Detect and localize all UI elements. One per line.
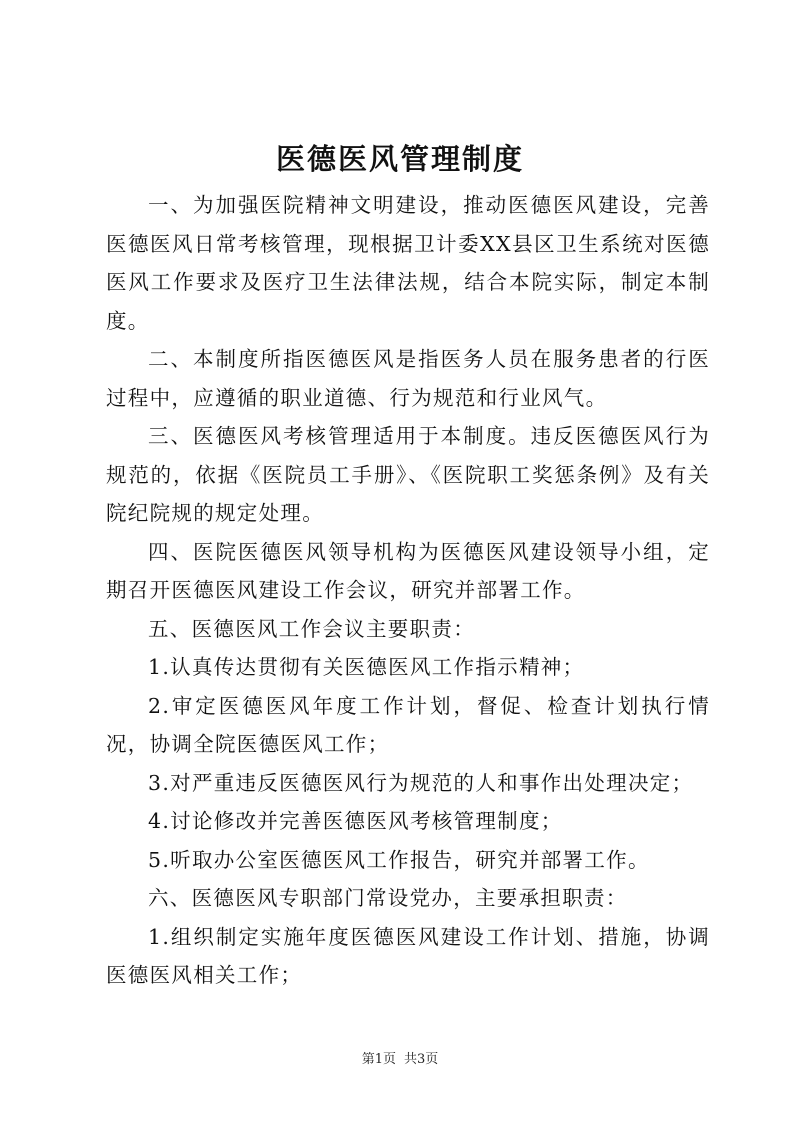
paragraph-5: 五、医德医风工作会议主要职责： [148, 616, 475, 641]
list-item-5-2: 2.审定医德医风年度工作计划，督促、检查计划执行情况，协调全院医德医风工作； [106, 693, 710, 756]
list-item-5-5: 5.听取办公室医德医风工作报告，研究并部署工作。 [148, 847, 650, 872]
document-body [106, 186, 710, 995]
paragraph-1: 一、为加强医院精神文明建设，推动医德医风建设，完善医德医风日常考核管理，现根据卫计委XX县区卫生系统对医德医风工作要求及医疗卫生法律法规，结合本院实际，制定本制度。 [106, 193, 710, 333]
page-total: 共3页 [404, 1052, 439, 1067]
page-number: 第1页 [361, 1052, 396, 1067]
paragraph-3: 三、医德医风考核管理适用于本制度。违反医德医风行为规范的，依据《医院员工手册》、《医院职工奖惩条例》及有关院纪院规的规定处理。 [106, 424, 710, 525]
document-title: 医德医风管理制度 [275, 142, 524, 176]
paragraph-6: 六、医德医风专职部门常设党办，主要承担职责： [148, 886, 628, 910]
list-item-5-3: 3.对严重违反医德医风行为规范的人和事作出处理决定； [148, 770, 694, 795]
paragraph-2: 二、本制度所指医德医风是指医务人员在服务患者的行医过程中，应遵循的职业道德、行为规范和行业风气。 [106, 347, 710, 410]
list-item-5-4: 4.讨论修改并完善医德医风考核管理制度； [148, 809, 563, 833]
page-footer [0, 1048, 800, 1067]
paragraph-4: 四、医院医德医风领导机构为医德医风建设领导小组，定期召开医德医风建设工作会议，研究并部署工作。 [106, 539, 710, 602]
list-item-5-1: 1.认真传达贯彻有关医德医风工作指示精神； [148, 655, 585, 679]
list-item-6-1: 1.组织制定实施年度医德医风建设工作计划、措施，协调医德医风相关工作； [106, 924, 710, 987]
